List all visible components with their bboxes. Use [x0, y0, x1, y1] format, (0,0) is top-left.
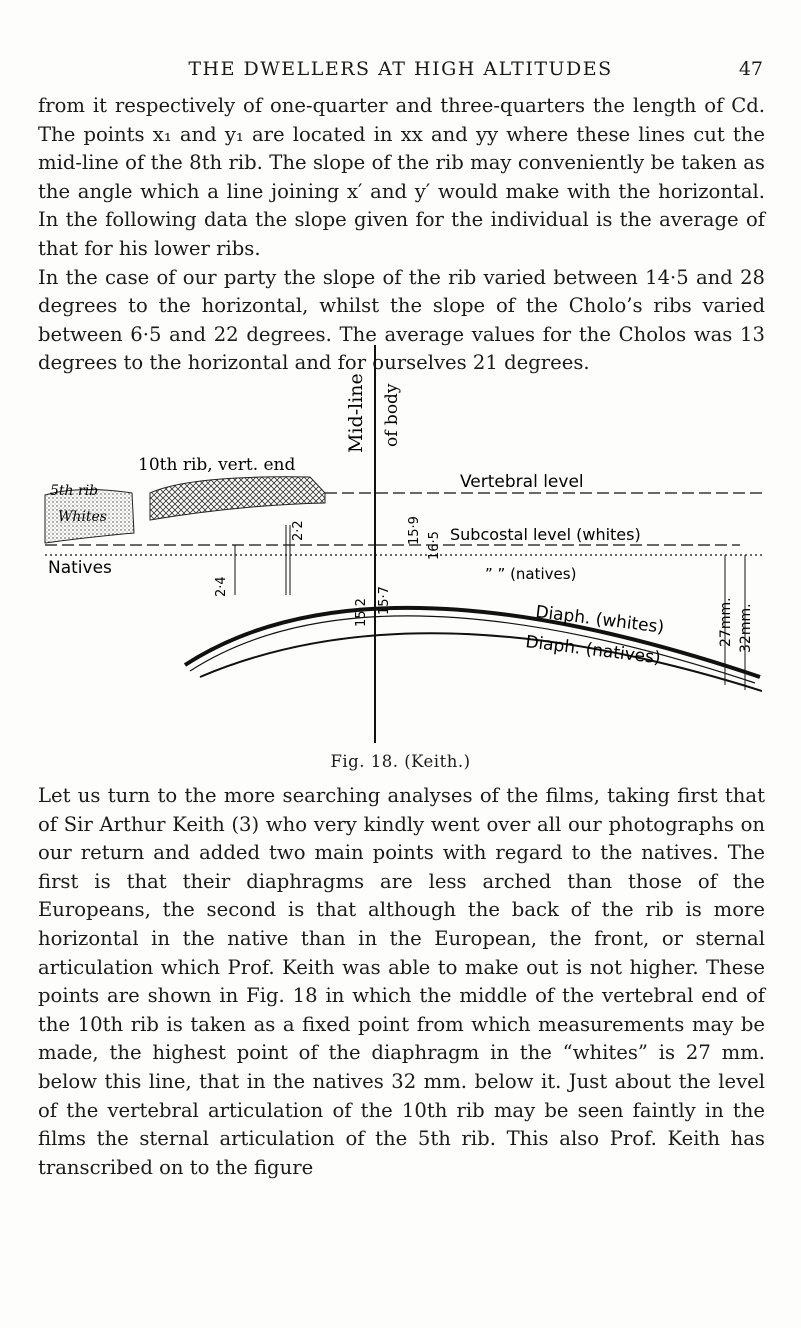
measure-15-2: 15·2: [354, 598, 369, 627]
fifth-rib-label: 5th rib: [50, 483, 99, 499]
text-block-bottom: [38, 782, 765, 1182]
measure-16-5: 16·5: [427, 531, 442, 560]
tenth-rib-shape: [150, 477, 325, 520]
measure-2-2: 2·2: [291, 520, 306, 541]
measure-27mm: 27mm.: [718, 597, 734, 647]
measure-15-7: 15·7: [377, 586, 392, 615]
natives-label: Natives: [48, 558, 112, 578]
subcostal-whites-label: Subcostal level (whites): [450, 525, 641, 544]
figure-18: [40, 345, 762, 745]
figure-caption: Fig. 18. (Keith.): [330, 752, 471, 771]
running-title: THE DWELLERS AT HIGH ALTITUDES: [188, 58, 613, 80]
page-number: 47: [738, 58, 763, 80]
of-body-label: of body: [382, 383, 402, 447]
paragraph-1: from it respectively of one-quarter and three-quarters the length of Cd. The points x₁ and y₁ are located in xx and yy where these lines cut the mid-line of the 8th rib. The slope of the rib may conveniently be taken as the angle which a line joining x′ and y′ would make with the horizontal. In the following data the slope given for the individual is the average of that for his lower ribs.: [38, 94, 765, 260]
paragraph-3: Let us turn to the more searching analyses of the films, taking first that of Sir Arthur Keith (3) who very kindly went over all our photographs on our return and added two main points with regard to the natives. The first is that their diaphragms are less arched than those of the Europeans, the second is that although the back of the rib is more horizontal in the native than in the European, the front, or sternal articulation which Prof. Keith was able to make out is not higher. These points are shown in Fig. 18 in which the middle of the vertebral end of the 10th rib is taken as a fixed point from which measurements may be made, the highest point of the diaphragm in the “whites” is 27 mm. below this line, that in the natives 32 mm. below it. Just about the level of the vertebral articulation of the 10th rib may be seen faintly in the films the sternal articulation of the 5th rib. This also Prof. Keith has transcribed on to the figure: [38, 784, 765, 1179]
measure-2-4: 2·4: [214, 576, 229, 597]
midline-label: Mid-line: [345, 373, 367, 453]
paragraph-2: In the case of our party the slope of the rib varied between 14·5 and 28 degrees to the horizontal, whilst the slope of the Cholo’s ribs varied between 6·5 and 22 degrees. The average values for the Cholos was 13 degrees to the horizontal and for ourselves 21 degrees.: [38, 265, 765, 375]
measure-15-9: 15·9: [407, 516, 422, 545]
running-head: [0, 58, 801, 88]
measure-32mm: 32mm.: [738, 603, 754, 653]
diaph-natives-label: Diaph. (natives): [524, 632, 662, 669]
subcostal-natives-label: ” ” (natives): [485, 565, 577, 583]
vertebral-level-label: Vertebral level: [460, 472, 584, 492]
text-block-top: [38, 92, 765, 378]
tenth-rib-label: 10th rib, vert. end: [138, 455, 296, 475]
diaph-whites-label: Diaph. (whites): [534, 602, 666, 638]
whites-label: Whites: [58, 509, 107, 525]
diaphragm-natives: [200, 633, 762, 691]
